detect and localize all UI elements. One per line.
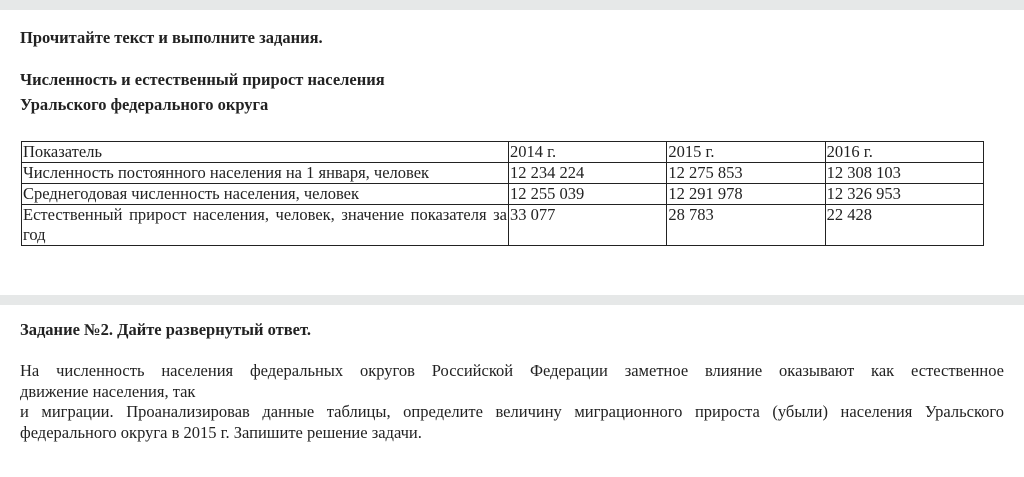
table-cell: 12 326 953 [825,184,983,205]
intro-heading: Прочитайте текст и выполните задания. [20,28,323,47]
table-cell: 12 255 039 [509,184,667,205]
table-header-row [22,142,984,163]
text-title [20,67,385,117]
table-row [22,205,984,246]
text-title-line-2: Уральского федерального округа [20,95,269,114]
table-row [22,184,984,205]
header-cell-2016: 2016 г. [825,142,983,163]
header-cell-2014: 2014 г. [509,142,667,163]
table-cell: 28 783 [667,205,825,246]
row-label: Естественный прирост населения, человек, значение показателя за год [23,205,507,244]
task-text [20,361,1004,443]
population-table [21,141,984,246]
row-label: Среднегодовая численность населения, человек [22,184,509,205]
top-divider-band [0,0,1024,10]
table-cell: 12 308 103 [825,163,983,184]
table-cell: 12 291 978 [667,184,825,205]
task-heading: Задание №2. Дайте развернутый ответ. [20,320,311,339]
task-text-line-1: На численность населения федеральных округов Российской Федерации заметное влияние оказывают как естественное [20,361,1004,380]
task-text-line-3: и миграции. Проанализировав данные таблицы, определите величину миграционного прироста (убыли) населения Уральского [20,402,1004,421]
task-text-line-2: движение населения, так [20,381,196,401]
table-cell: 12 275 853 [667,163,825,184]
table-row [22,163,984,184]
text-title-line-1: Численность и естественный прирост населения [20,70,385,89]
row-label: Численность постоянного населения на 1 января, человек [22,163,509,184]
middle-divider-band [0,295,1024,305]
table-cell: 33 077 [509,205,667,246]
table-cell: 12 234 224 [509,163,667,184]
task-section [0,305,1024,477]
reading-section [0,10,1024,295]
table-cell: 22 428 [825,205,983,246]
task-text-line-4: федерального округа в 2015 г. Запишите решение задачи. [20,422,422,442]
header-cell-indicator: Показатель [22,142,509,163]
header-cell-2015: 2015 г. [667,142,825,163]
